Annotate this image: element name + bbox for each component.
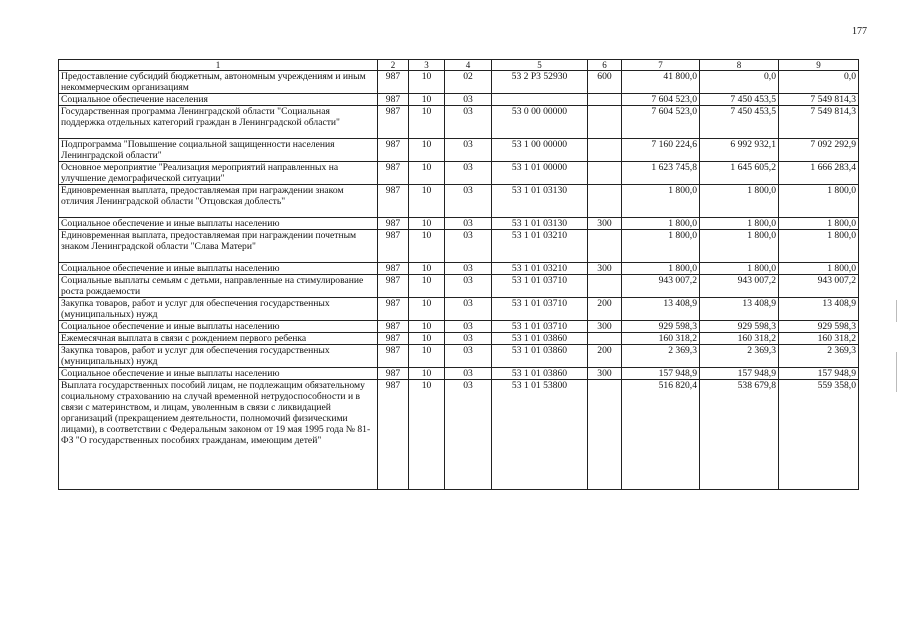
cell-amount-col8: 943 007,2 (700, 275, 779, 298)
scan-edge-mark (896, 352, 897, 392)
cell-target-article: 53 1 01 03710 (492, 321, 588, 333)
table-row (59, 298, 859, 321)
cell-section: 10 (409, 139, 445, 162)
cell-section: 10 (409, 298, 445, 321)
cell-amount-col9: 7 549 814,3 (779, 94, 859, 106)
cell-amount-col7: 1 800,0 (622, 185, 700, 218)
row-name-cell: Социальное обеспечение населения (59, 94, 378, 106)
cell-subsection: 03 (445, 218, 492, 230)
table-row (59, 139, 859, 162)
cell-admin-code: 987 (378, 263, 409, 275)
cell-section: 10 (409, 218, 445, 230)
cell-section: 10 (409, 380, 445, 490)
cell-expense-type: 300 (588, 321, 622, 333)
cell-amount-col8: 0,0 (700, 71, 779, 94)
cell-target-article: 53 2 P3 52930 (492, 71, 588, 94)
column-header: 5 (492, 60, 588, 71)
table-row (59, 218, 859, 230)
row-name-cell: Закупка товаров, работ и услуг для обеспечения государственных (муниципальных) нужд (59, 298, 378, 321)
cell-admin-code: 987 (378, 94, 409, 106)
cell-amount-col9: 929 598,3 (779, 321, 859, 333)
cell-amount-col9: 2 369,3 (779, 345, 859, 368)
cell-amount-col8: 929 598,3 (700, 321, 779, 333)
cell-subsection: 03 (445, 106, 492, 139)
table-row (59, 71, 859, 94)
cell-admin-code: 987 (378, 298, 409, 321)
cell-section: 10 (409, 94, 445, 106)
cell-subsection: 03 (445, 139, 492, 162)
cell-amount-col8: 6 992 932,1 (700, 139, 779, 162)
cell-expense-type: 300 (588, 218, 622, 230)
cell-subsection: 03 (445, 275, 492, 298)
row-name-cell: Закупка товаров, работ и услуг для обеспечения государственных (муниципальных) нужд (59, 345, 378, 368)
table-row (59, 230, 859, 263)
row-name-cell: Государственная программа Ленинградской области "Социальная поддержка отдельных категорий граждан в Ленинградской области" (59, 106, 378, 139)
cell-amount-col8: 538 679,8 (700, 380, 779, 490)
cell-amount-col9: 1 800,0 (779, 185, 859, 218)
page-number: 177 (852, 26, 867, 37)
cell-target-article: 53 1 01 03210 (492, 263, 588, 275)
cell-expense-type: 200 (588, 298, 622, 321)
row-name-cell: Подпрограмма "Повышение социальной защищенности населения Ленинградской области" (59, 139, 378, 162)
cell-expense-type: 200 (588, 345, 622, 368)
table-row (59, 333, 859, 345)
cell-admin-code: 987 (378, 368, 409, 380)
cell-expense-type (588, 106, 622, 139)
table-row (59, 94, 859, 106)
column-header: 4 (445, 60, 492, 71)
row-name-cell: Социальные выплаты семьям с детьми, направленные на стимулирование роста рождаемости (59, 275, 378, 298)
cell-amount-col9: 13 408,9 (779, 298, 859, 321)
row-name-cell: Социальное обеспечение и иные выплаты населению (59, 321, 378, 333)
cell-admin-code: 987 (378, 275, 409, 298)
cell-subsection: 03 (445, 380, 492, 490)
cell-admin-code: 987 (378, 139, 409, 162)
cell-amount-col7: 1 623 745,8 (622, 162, 700, 185)
cell-subsection: 03 (445, 333, 492, 345)
cell-expense-type (588, 185, 622, 218)
cell-section: 10 (409, 106, 445, 139)
cell-subsection: 03 (445, 321, 492, 333)
column-header: 3 (409, 60, 445, 71)
cell-admin-code: 987 (378, 106, 409, 139)
cell-expense-type: 600 (588, 71, 622, 94)
cell-amount-col7: 929 598,3 (622, 321, 700, 333)
table-row (59, 321, 859, 333)
cell-target-article: 53 1 01 03860 (492, 345, 588, 368)
cell-target-article: 53 1 01 03210 (492, 230, 588, 263)
cell-amount-col8: 160 318,2 (700, 333, 779, 345)
table-row (59, 275, 859, 298)
row-name-cell: Единовременная выплата, предоставляемая при награждении почетным знаком Ленинградской области "Слава Матери" (59, 230, 378, 263)
cell-target-article: 53 0 00 00000 (492, 106, 588, 139)
table-row (59, 185, 859, 218)
cell-amount-col7: 7 604 523,0 (622, 106, 700, 139)
cell-amount-col7: 1 800,0 (622, 218, 700, 230)
cell-section: 10 (409, 230, 445, 263)
cell-amount-col9: 0,0 (779, 71, 859, 94)
cell-amount-col9: 7 549 814,3 (779, 106, 859, 139)
budget-table (58, 59, 859, 490)
table-row (59, 162, 859, 185)
cell-amount-col8: 7 450 453,5 (700, 106, 779, 139)
cell-amount-col8: 157 948,9 (700, 368, 779, 380)
cell-admin-code: 987 (378, 71, 409, 94)
cell-amount-col7: 13 408,9 (622, 298, 700, 321)
cell-section: 10 (409, 321, 445, 333)
table-row (59, 106, 859, 139)
column-header: 7 (622, 60, 700, 71)
cell-target-article: 53 1 01 03130 (492, 218, 588, 230)
column-header: 1 (59, 60, 378, 71)
table-row (59, 263, 859, 275)
row-name-cell: Ежемесячная выплата в связи с рождением первого ребенка (59, 333, 378, 345)
cell-amount-col8: 1 800,0 (700, 218, 779, 230)
cell-amount-col8: 1 800,0 (700, 263, 779, 275)
cell-section: 10 (409, 162, 445, 185)
cell-section: 10 (409, 71, 445, 94)
table-row (59, 380, 859, 490)
cell-amount-col8: 1 800,0 (700, 185, 779, 218)
column-header: 8 (700, 60, 779, 71)
cell-amount-col9: 1 666 283,4 (779, 162, 859, 185)
cell-amount-col7: 7 604 523,0 (622, 94, 700, 106)
cell-amount-col9: 1 800,0 (779, 230, 859, 263)
cell-target-article: 53 1 01 00000 (492, 162, 588, 185)
cell-amount-col9: 157 948,9 (779, 368, 859, 380)
cell-expense-type (588, 94, 622, 106)
cell-target-article: 53 1 00 00000 (492, 139, 588, 162)
cell-expense-type (588, 333, 622, 345)
cell-admin-code: 987 (378, 333, 409, 345)
cell-amount-col9: 7 092 292,9 (779, 139, 859, 162)
cell-subsection: 03 (445, 263, 492, 275)
cell-expense-type: 300 (588, 368, 622, 380)
cell-amount-col7: 157 948,9 (622, 368, 700, 380)
cell-amount-col9: 160 318,2 (779, 333, 859, 345)
cell-expense-type (588, 139, 622, 162)
row-name-cell: Предоставление субсидий бюджетным, автономным учреждениям и иным некоммерческим организациям (59, 71, 378, 94)
cell-amount-col7: 2 369,3 (622, 345, 700, 368)
cell-expense-type (588, 275, 622, 298)
cell-amount-col9: 943 007,2 (779, 275, 859, 298)
cell-target-article: 53 1 01 53800 (492, 380, 588, 490)
cell-expense-type: 300 (588, 263, 622, 275)
cell-amount-col9: 559 358,0 (779, 380, 859, 490)
cell-admin-code: 987 (378, 218, 409, 230)
cell-subsection: 03 (445, 298, 492, 321)
cell-admin-code: 987 (378, 321, 409, 333)
cell-amount-col7: 41 800,0 (622, 71, 700, 94)
cell-amount-col9: 1 800,0 (779, 218, 859, 230)
cell-subsection: 03 (445, 94, 492, 106)
table-row (59, 368, 859, 380)
cell-subsection: 03 (445, 162, 492, 185)
cell-amount-col7: 943 007,2 (622, 275, 700, 298)
cell-section: 10 (409, 263, 445, 275)
cell-target-article: 53 1 01 03710 (492, 298, 588, 321)
cell-amount-col8: 1 800,0 (700, 230, 779, 263)
cell-section: 10 (409, 275, 445, 298)
cell-admin-code: 987 (378, 230, 409, 263)
row-name-cell: Выплата государственных пособий лицам, не подлежащим обязательному социальному страхованию на случай временной нетрудоспособности и в связи с материнством, и лицам, уволенным в связи с ликвидацией организаций (прекращением деятельности, полномочий физическими лицами), в соответствии с Федеральным законом от 19 мая 1995 года № 81-ФЗ "О государственных пособиях гражданам, имеющим детей" (59, 380, 378, 490)
table-row (59, 345, 859, 368)
cell-subsection: 03 (445, 345, 492, 368)
row-name-cell: Единовременная выплата, предоставляемая при награждении знаком отличия Ленинградской области "Отцовская доблесть" (59, 185, 378, 218)
cell-target-article: 53 1 01 03130 (492, 185, 588, 218)
cell-expense-type (588, 230, 622, 263)
row-name-cell: Основное мероприятие "Реализация мероприятий направленных на улучшение демографической ситуации" (59, 162, 378, 185)
cell-target-article: 53 1 01 03860 (492, 333, 588, 345)
cell-section: 10 (409, 345, 445, 368)
cell-expense-type (588, 380, 622, 490)
cell-section: 10 (409, 368, 445, 380)
cell-admin-code: 987 (378, 380, 409, 490)
column-header: 2 (378, 60, 409, 71)
cell-amount-col8: 2 369,3 (700, 345, 779, 368)
cell-amount-col8: 7 450 453,5 (700, 94, 779, 106)
column-header: 6 (588, 60, 622, 71)
column-header: 9 (779, 60, 859, 71)
cell-admin-code: 987 (378, 185, 409, 218)
cell-amount-col7: 1 800,0 (622, 263, 700, 275)
cell-amount-col7: 516 820,4 (622, 380, 700, 490)
row-name-cell: Социальное обеспечение и иные выплаты населению (59, 263, 378, 275)
cell-section: 10 (409, 185, 445, 218)
cell-subsection: 03 (445, 185, 492, 218)
cell-amount-col9: 1 800,0 (779, 263, 859, 275)
cell-subsection: 03 (445, 368, 492, 380)
cell-amount-col8: 1 645 605,2 (700, 162, 779, 185)
column-number-header-row (59, 60, 859, 71)
cell-amount-col7: 160 318,2 (622, 333, 700, 345)
cell-amount-col7: 7 160 224,6 (622, 139, 700, 162)
cell-target-article: 53 1 01 03860 (492, 368, 588, 380)
cell-admin-code: 987 (378, 345, 409, 368)
cell-admin-code: 987 (378, 162, 409, 185)
cell-amount-col8: 13 408,9 (700, 298, 779, 321)
cell-section: 10 (409, 333, 445, 345)
row-name-cell: Социальное обеспечение и иные выплаты населению (59, 218, 378, 230)
cell-subsection: 02 (445, 71, 492, 94)
row-name-cell: Социальное обеспечение и иные выплаты населению (59, 368, 378, 380)
cell-expense-type (588, 162, 622, 185)
cell-subsection: 03 (445, 230, 492, 263)
cell-target-article: 53 1 01 03710 (492, 275, 588, 298)
cell-amount-col7: 1 800,0 (622, 230, 700, 263)
scan-edge-mark (896, 300, 897, 322)
cell-target-article (492, 94, 588, 106)
